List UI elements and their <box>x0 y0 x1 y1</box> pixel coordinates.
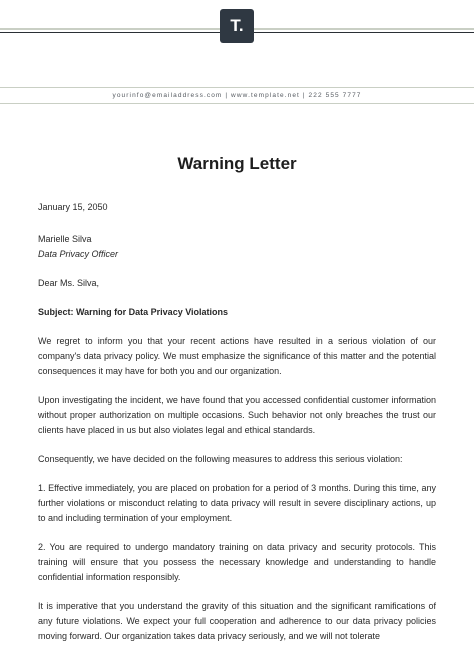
paragraph: 1. Effective immediately, you are placed on probation for a period of 3 months. During this time, any further violations or misconduct relating to data privacy will result in severe disciplinary actions, up to and including termination of your employment. <box>38 483 436 523</box>
contact-rule-top <box>0 87 474 88</box>
recipient-name: Marielle Silva <box>38 234 92 244</box>
contact-rule-bottom <box>0 103 474 104</box>
subject-line: Subject: Warning for Data Privacy Violations <box>38 307 229 317</box>
letter-body <box>38 200 436 644</box>
paragraph: Consequently, we have decided on the following measures to address this serious violation: <box>38 454 403 464</box>
contact-info: yourinfo@emailaddress.com | www.template.net | 222 555 7777 <box>112 92 362 99</box>
paragraph: 2. You are required to undergo mandatory training on data privacy and security protocols. This training will ensure that you possess the necessary knowledge and understanding to handle confidential information responsibly. <box>38 542 436 582</box>
recipient-title: Data Privacy Officer <box>38 249 119 259</box>
document-title: Warning Letter <box>177 154 297 173</box>
letter-date: January 15, 2050 <box>38 202 108 212</box>
paragraph: We regret to inform you that your recent actions have resulted in a serious violation of our company's data privacy policy. We must emphasize the significance of this matter and the potential consequences it may have for both you and our organization. <box>38 336 436 376</box>
salutation: Dear Ms. Silva, <box>38 278 100 288</box>
paragraph: It is imperative that you understand the gravity of this situation and the significant ramifications of any future violations. We expect your full cooperation and adherence to our data privacy policies moving forward. Our organization takes data privacy seriously, and we will not tolerate <box>38 601 436 641</box>
logo-icon <box>220 9 254 43</box>
paragraph: Upon investigating the incident, we have found that you accessed confidential customer information without proper authorization on multiple occasions. Such behavior not only breaches the trust our clients have placed in us but also violates legal and ethical standards. <box>38 395 436 435</box>
logo-letter: T. <box>230 16 244 35</box>
